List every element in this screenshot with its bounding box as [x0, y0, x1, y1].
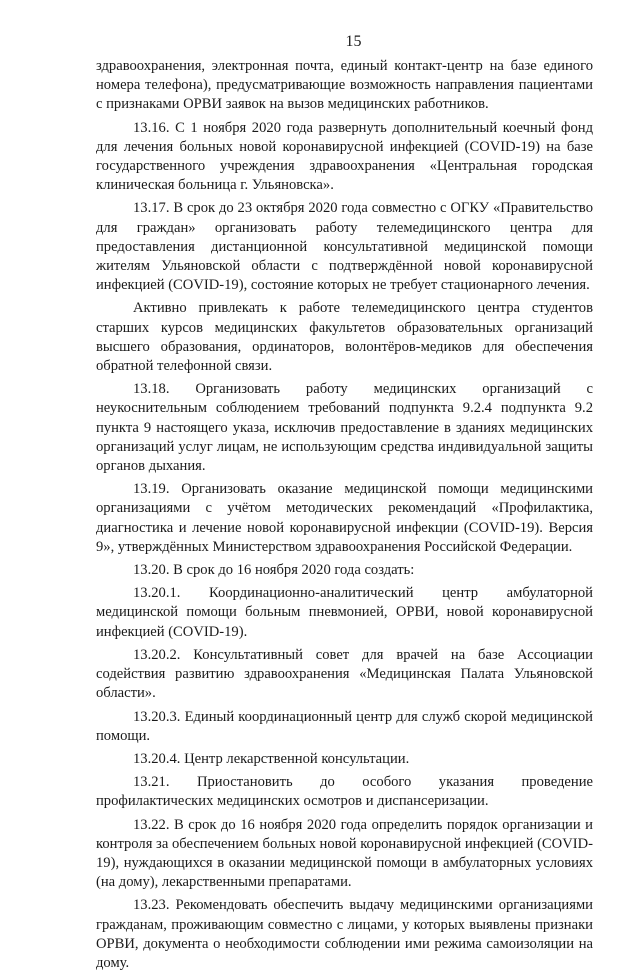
- paragraph-13-20-1: 13.20.1. Координационно-аналитический центр амбулаторной медицинской помощи больным пневмонией, ОРВИ, новой коронавирусной инфекцией (COVID-19).: [96, 585, 593, 640]
- paragraph-telemedicine-students: Активно привлекать к работе телемедицинского центра студентов старших курсов медицинских факультетов образовательных организаций высшего образования, ординаторов, волонтёров-медиков для обеспечения обратной телефонной связи.: [96, 300, 593, 375]
- paragraph-13-22: 13.22. В срок до 16 ноября 2020 года определить порядок организации и контроля за обеспечением больных новой коронавирусной инфекцией (COVID-19), нуждающихся в оказании медицинской помощи в амбулаторных условиях (на дому), лекарственными препаратами.: [96, 816, 593, 891]
- page-number: 15: [345, 33, 362, 50]
- paragraph-13-23: 13.23. Рекомендовать обеспечить выдачу медицинскими организациями гражданам, проживающим совместно с лицами, у которых выявлены признаки ОРВИ, документа о необходимости соблюдении ими режима самоизоляции на дому.: [96, 897, 593, 971]
- paragraph-13-20-4: 13.20.4. Центр лекарственной консультации.: [133, 750, 410, 767]
- paragraph-13-19: 13.19. Организовать оказание медицинской помощи медицинскими организациями с учётом методических рекомендаций «Профилактика, диагностика и лечение новой коронавирусной инфекции (COVID-19). Версия 9», утверждённых Министерством здравоохранения Российской Федерации.: [96, 481, 593, 555]
- paragraph-13-16: 13.16. С 1 ноября 2020 года развернуть дополнительный коечный фонд для лечения больных новой коронавирусной инфекцией (COVID-19) на базе государственного учреждения здравоохранения «Центральная городская клиническая больница г. Ульяновска».: [96, 119, 593, 194]
- document-body: [96, 57, 593, 973]
- paragraph-13-18: 13.18. Организовать работу медицинских организаций с неукоснительным соблюдением требований подпункта 9.2.4 подпункта 9.2 пункта 9 настоящего указа, исключив предоставление в зданиях медицинских организаций услуг лицам, не использующим средства индивидуальной защиты органов дыхания.: [96, 381, 593, 475]
- paragraph-continuation: здравоохранения, электронная почта, единый контакт-центр на базе единого номера телефона), предусматривающие возможность направления пациентами с признаками ОРВИ заявок на вызов медицинских работников.: [96, 58, 593, 113]
- paragraph-13-20-3: 13.20.3. Единый координационный центр для служб скорой медицинской помощи.: [96, 708, 593, 744]
- paragraph-13-20-2: 13.20.2. Консультативный совет для врачей на базе Ассоциации содействия развитию здравоохранения «Медицинская Палата Ульяновской области».: [96, 646, 593, 702]
- paragraph-13-17: 13.17. В срок до 23 октября 2020 года совместно с ОГКУ «Правительство для граждан» организовать работу телемедицинского центра для предоставления дистанционной консультативной медицинской помощи жителям Ульяновской области с подтверждённой новой коронавирусной инфекцией (COVID-19), состояние которых не требует стационарного лечения.: [96, 200, 593, 294]
- paragraph-13-20: 13.20. В срок до 16 ноября 2020 года создать:: [133, 562, 415, 579]
- paragraph-13-21: 13.21. Приостановить до особого указания проведение профилактических медицинских осмотров и диспансеризации.: [96, 774, 593, 810]
